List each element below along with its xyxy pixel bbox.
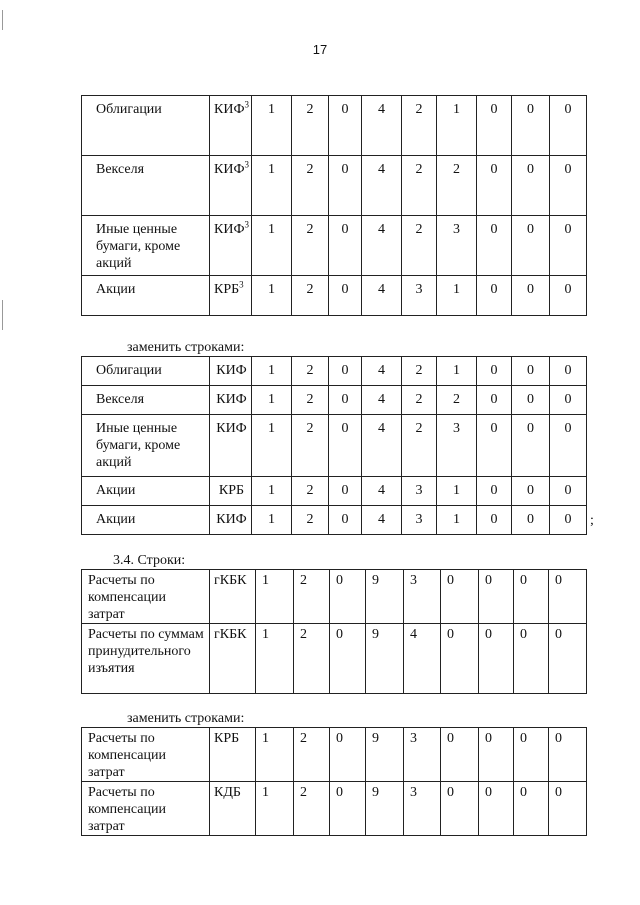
row-code: КДБ bbox=[210, 782, 256, 836]
row-name: Облигации bbox=[82, 96, 210, 156]
digit-cell: 4 bbox=[362, 96, 402, 156]
digit-cell: 1 bbox=[437, 276, 477, 316]
digit-cell: 0 bbox=[512, 216, 550, 276]
digit-cell: 3 bbox=[437, 415, 477, 477]
table-row bbox=[82, 415, 587, 477]
scan-margin-mark bbox=[2, 10, 3, 30]
digit-cell: 1 bbox=[252, 276, 292, 316]
digit-cell: 0 bbox=[512, 506, 550, 535]
digit-cell: 2 bbox=[292, 506, 329, 535]
digit-cell: 0 bbox=[441, 728, 479, 782]
digit-cell: 0 bbox=[514, 782, 549, 836]
row-name: Расчеты по компенсации затрат bbox=[82, 728, 210, 782]
digit-cell: 2 bbox=[294, 782, 330, 836]
digit-cell: 1 bbox=[252, 415, 292, 477]
digit-cell: 0 bbox=[477, 415, 512, 477]
digit-cell: 0 bbox=[550, 415, 587, 477]
digit-cell: 0 bbox=[550, 216, 587, 276]
table-row bbox=[82, 357, 587, 386]
digit-cell: 1 bbox=[252, 386, 292, 415]
row-name: Облигации bbox=[82, 357, 210, 386]
digit-cell: 1 bbox=[437, 506, 477, 535]
digit-cell: 0 bbox=[550, 477, 587, 506]
digit-cell: 2 bbox=[402, 216, 437, 276]
row-name: Иные ценные бумаги, кроме акций bbox=[82, 415, 210, 477]
digit-cell: 1 bbox=[437, 96, 477, 156]
digit-cell: 0 bbox=[330, 570, 366, 624]
row-name: Расчеты по компенсации затрат bbox=[82, 782, 210, 836]
table-row bbox=[82, 477, 587, 506]
digit-cell: 3 bbox=[402, 276, 437, 316]
digit-cell: 2 bbox=[437, 386, 477, 415]
digit-cell: 1 bbox=[252, 506, 292, 535]
digit-cell: 2 bbox=[292, 96, 329, 156]
digit-cell: 9 bbox=[366, 728, 404, 782]
row-code: гКБК bbox=[210, 570, 256, 624]
row-code: КИФ$^3$ bbox=[210, 216, 252, 276]
digit-cell: 2 bbox=[402, 156, 437, 216]
digit-cell: 2 bbox=[292, 415, 329, 477]
digit-cell: 0 bbox=[441, 570, 479, 624]
digit-cell: 0 bbox=[477, 276, 512, 316]
row-name: Векселя bbox=[82, 386, 210, 415]
digit-cell: 0 bbox=[330, 728, 366, 782]
digit-cell: 1 bbox=[256, 624, 294, 694]
digit-cell: 0 bbox=[514, 624, 549, 694]
digit-cell: 0 bbox=[479, 624, 514, 694]
digit-cell: 0 bbox=[477, 96, 512, 156]
digit-cell: 2 bbox=[402, 386, 437, 415]
digit-cell: 0 bbox=[512, 357, 550, 386]
digit-cell: 3 bbox=[437, 216, 477, 276]
digit-cell: 3 bbox=[402, 477, 437, 506]
digit-cell: 0 bbox=[477, 477, 512, 506]
digit-cell: 0 bbox=[512, 386, 550, 415]
digit-cell: 0 bbox=[329, 156, 362, 216]
digit-cell: 4 bbox=[362, 216, 402, 276]
digit-cell: 1 bbox=[252, 477, 292, 506]
digit-cell: 9 bbox=[366, 782, 404, 836]
digit-cell: 0 bbox=[477, 506, 512, 535]
row-name: Акции bbox=[82, 276, 210, 316]
digit-cell: 0 bbox=[512, 96, 550, 156]
digit-cell: 0 bbox=[550, 386, 587, 415]
digit-cell: 1 bbox=[252, 216, 292, 276]
row-code: гКБК bbox=[210, 624, 256, 694]
digit-cell: 2 bbox=[292, 276, 329, 316]
digit-cell: 0 bbox=[550, 96, 587, 156]
digit-cell: 2 bbox=[292, 386, 329, 415]
section-3-4-original-table bbox=[81, 569, 587, 694]
page-number: 17 bbox=[312, 42, 328, 57]
digit-cell: 0 bbox=[514, 728, 549, 782]
digit-cell: 2 bbox=[402, 357, 437, 386]
digit-cell: 0 bbox=[550, 276, 587, 316]
digit-cell: 2 bbox=[292, 357, 329, 386]
replacement-rows-table bbox=[81, 356, 587, 535]
digit-cell: 0 bbox=[550, 357, 587, 386]
digit-cell: 1 bbox=[252, 156, 292, 216]
table-row bbox=[82, 624, 587, 694]
row-code: КИФ$^3$ bbox=[210, 96, 252, 156]
row-code: КРБ bbox=[210, 728, 256, 782]
row-code: КИФ bbox=[210, 357, 252, 386]
digit-cell: 1 bbox=[256, 728, 294, 782]
row-name: Векселя bbox=[82, 156, 210, 216]
digit-cell: 2 bbox=[294, 570, 330, 624]
original-rows-table bbox=[81, 95, 587, 316]
digit-cell: 0 bbox=[549, 570, 587, 624]
digit-cell: 1 bbox=[437, 477, 477, 506]
table-row bbox=[82, 156, 587, 216]
row-code: КИФ$^3$ bbox=[210, 156, 252, 216]
digit-cell: 2 bbox=[402, 415, 437, 477]
digit-cell: 4 bbox=[362, 477, 402, 506]
row-name: Акции bbox=[82, 506, 210, 535]
digit-cell: 9 bbox=[366, 624, 404, 694]
digit-cell: 0 bbox=[329, 415, 362, 477]
digit-cell: 0 bbox=[549, 728, 587, 782]
digit-cell: 4 bbox=[362, 506, 402, 535]
section-3-4-replacement-table bbox=[81, 727, 587, 836]
digit-cell: 1 bbox=[256, 782, 294, 836]
row-name: Расчеты по суммам принудительного изъятия bbox=[82, 624, 210, 694]
digit-cell: 4 bbox=[362, 357, 402, 386]
replace-label: заменить строками: bbox=[127, 340, 245, 355]
digit-cell: 1 bbox=[252, 357, 292, 386]
digit-cell: 2 bbox=[292, 477, 329, 506]
row-name: Расчеты по компенсации затрат bbox=[82, 570, 210, 624]
digit-cell: 2 bbox=[294, 624, 330, 694]
digit-cell: 0 bbox=[514, 570, 549, 624]
scan-margin-mark bbox=[2, 300, 3, 330]
digit-cell: 0 bbox=[441, 782, 479, 836]
digit-cell: 3 bbox=[404, 782, 441, 836]
replace-label: заменить строками: bbox=[127, 711, 245, 726]
table-row bbox=[82, 96, 587, 156]
row-code: КИФ bbox=[210, 415, 252, 477]
trailing-semicolon: ; bbox=[590, 513, 594, 528]
digit-cell: 3 bbox=[402, 506, 437, 535]
digit-cell: 0 bbox=[329, 386, 362, 415]
digit-cell: 3 bbox=[404, 728, 441, 782]
digit-cell: 4 bbox=[362, 386, 402, 415]
digit-cell: 0 bbox=[329, 477, 362, 506]
digit-cell: 0 bbox=[479, 782, 514, 836]
row-code: КРБ$^3$ bbox=[210, 276, 252, 316]
digit-cell: 0 bbox=[441, 624, 479, 694]
digit-cell: 0 bbox=[477, 386, 512, 415]
digit-cell: 0 bbox=[329, 357, 362, 386]
digit-cell: 2 bbox=[292, 156, 329, 216]
digit-cell: 4 bbox=[404, 624, 441, 694]
digit-cell: 0 bbox=[329, 506, 362, 535]
digit-cell: 9 bbox=[366, 570, 404, 624]
digit-cell: 0 bbox=[512, 415, 550, 477]
table-row bbox=[82, 728, 587, 782]
digit-cell: 0 bbox=[549, 624, 587, 694]
row-name: Иные ценные бумаги, кроме акций bbox=[82, 216, 210, 276]
row-code: КИФ bbox=[210, 506, 252, 535]
digit-cell: 4 bbox=[362, 276, 402, 316]
digit-cell: 0 bbox=[477, 357, 512, 386]
digit-cell: 0 bbox=[512, 156, 550, 216]
digit-cell: 0 bbox=[477, 156, 512, 216]
row-code: КРБ bbox=[210, 477, 252, 506]
digit-cell: 1 bbox=[256, 570, 294, 624]
table-row bbox=[82, 216, 587, 276]
digit-cell: 0 bbox=[329, 276, 362, 316]
digit-cell: 0 bbox=[477, 216, 512, 276]
table-row bbox=[82, 570, 587, 624]
digit-cell: 0 bbox=[479, 570, 514, 624]
digit-cell: 2 bbox=[437, 156, 477, 216]
digit-cell: 0 bbox=[550, 156, 587, 216]
digit-cell: 2 bbox=[402, 96, 437, 156]
digit-cell: 0 bbox=[479, 728, 514, 782]
digit-cell: 0 bbox=[330, 624, 366, 694]
digit-cell: 2 bbox=[292, 216, 329, 276]
digit-cell: 0 bbox=[329, 216, 362, 276]
digit-cell: 0 bbox=[512, 276, 550, 316]
digit-cell: 1 bbox=[252, 96, 292, 156]
digit-cell: 2 bbox=[294, 728, 330, 782]
digit-cell: 4 bbox=[362, 415, 402, 477]
digit-cell: 0 bbox=[330, 782, 366, 836]
digit-cell: 0 bbox=[329, 96, 362, 156]
digit-cell: 0 bbox=[550, 506, 587, 535]
table-row bbox=[82, 276, 587, 316]
row-code: КИФ bbox=[210, 386, 252, 415]
digit-cell: 0 bbox=[512, 477, 550, 506]
table-row bbox=[82, 386, 587, 415]
table-row bbox=[82, 782, 587, 836]
digit-cell: 1 bbox=[437, 357, 477, 386]
digit-cell: 0 bbox=[549, 782, 587, 836]
section-heading: 3.4. Строки: bbox=[113, 553, 186, 568]
table-row bbox=[82, 506, 587, 535]
row-name: Акции bbox=[82, 477, 210, 506]
digit-cell: 4 bbox=[362, 156, 402, 216]
digit-cell: 3 bbox=[404, 570, 441, 624]
